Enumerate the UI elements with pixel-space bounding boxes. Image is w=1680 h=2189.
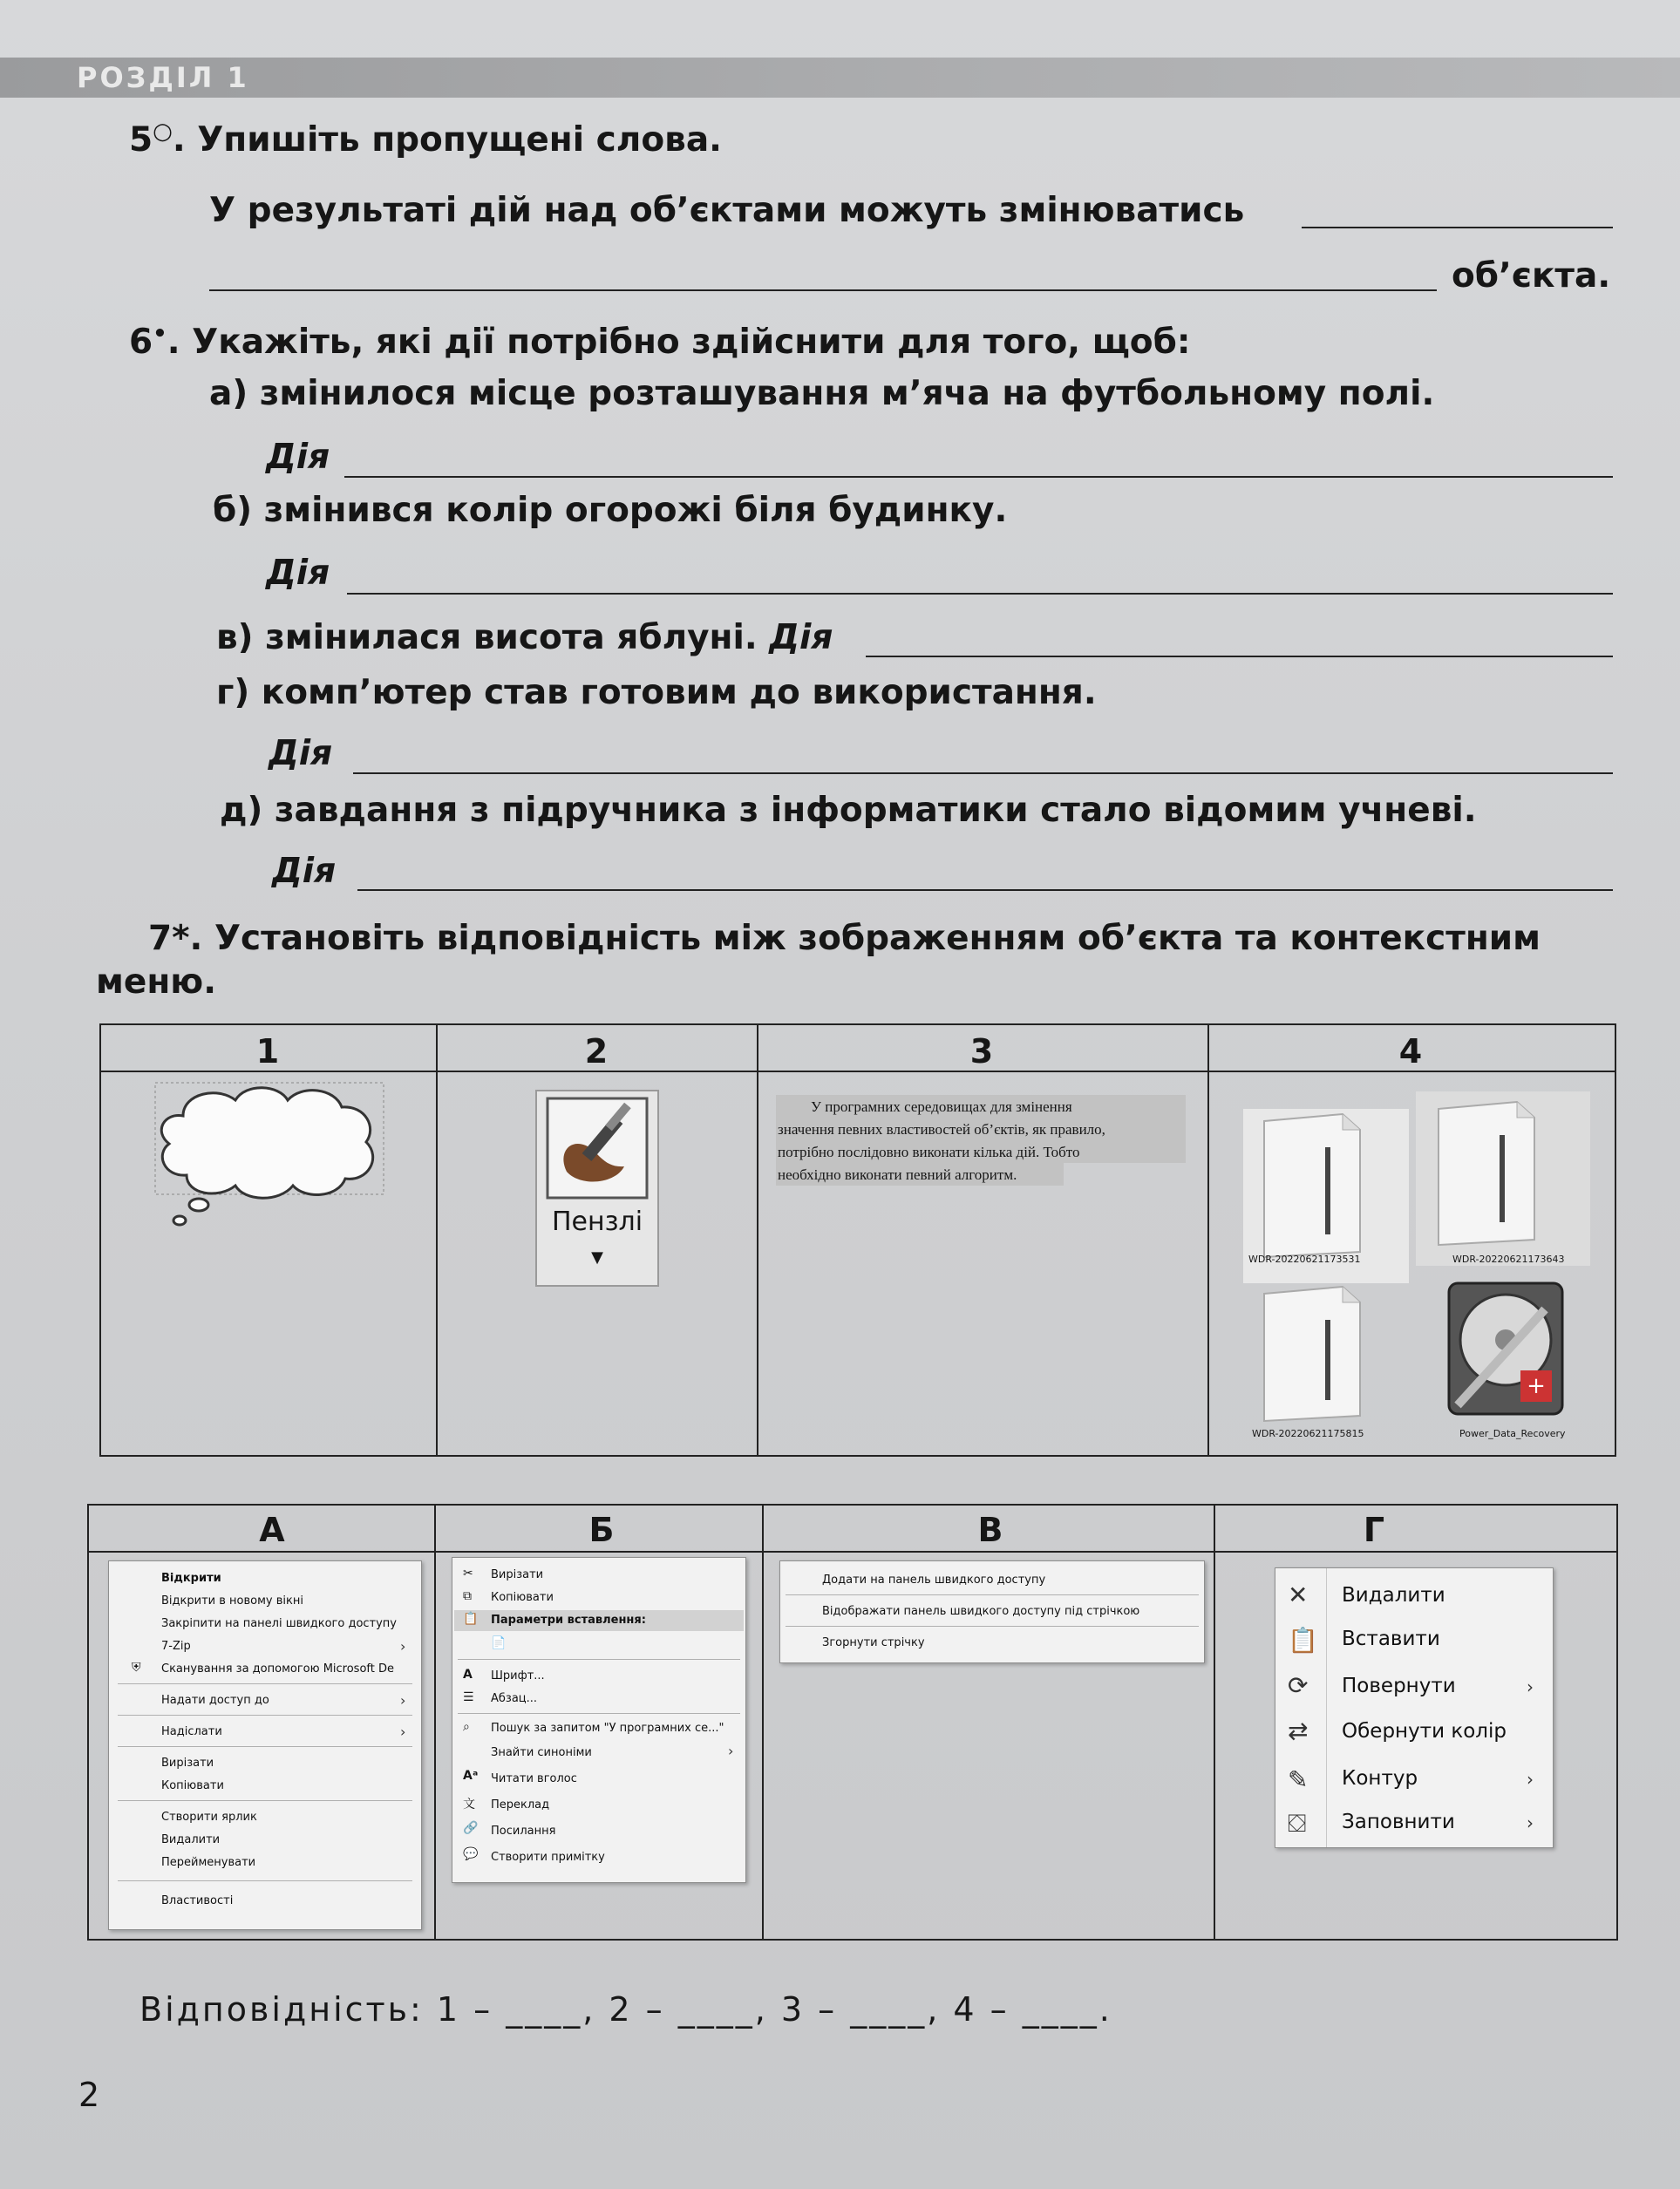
file-thumbnail-2-icon[interactable] <box>1430 1100 1543 1248</box>
translate-icon: 文 <box>463 1798 475 1812</box>
chevron-right-icon: › <box>1527 1812 1534 1833</box>
menu-b-new-comment[interactable]: Створити примітку <box>491 1851 605 1864</box>
invert-color-icon: ⇄ <box>1288 1717 1309 1745</box>
menu-a-pin-quick-access[interactable]: Закріпити на панелі швидкого доступу <box>161 1617 397 1630</box>
chevron-right-icon: › <box>1527 1676 1534 1697</box>
q5-line1: У результаті дій над об’єктами можуть змінюватись <box>209 191 1245 230</box>
q6-heading <box>129 321 1191 362</box>
file-thumbnail-3-icon[interactable] <box>1255 1285 1369 1424</box>
menu-a-properties[interactable]: Властивості <box>161 1894 234 1907</box>
menu-g-outline[interactable]: Контур <box>1342 1767 1418 1790</box>
text-line-4: необхідно виконати певний алгоритм. <box>778 1166 1017 1183</box>
menu-b-separator <box>458 1713 740 1714</box>
menu-b-link[interactable]: Посилання <box>491 1825 556 1838</box>
objects-header-1: 1 <box>255 1032 280 1071</box>
section-header-bar <box>0 58 1680 98</box>
q7-title-line1: . Установіть відповідність між зображенням об’єкта та контекстним <box>189 919 1541 958</box>
menu-g-delete[interactable]: Видалити <box>1342 1584 1445 1607</box>
menu-a-copy[interactable]: Копіювати <box>161 1779 224 1792</box>
q5-heading <box>129 119 722 160</box>
q5-blank-1[interactable] <box>1302 227 1613 228</box>
copy-icon: ⧉ <box>463 1589 472 1603</box>
objects-header-4: 4 <box>1398 1032 1423 1071</box>
q7-heading <box>148 919 1541 958</box>
menu-a-separator <box>118 1683 412 1684</box>
q6-action-d-blank[interactable] <box>357 889 1613 891</box>
menu-b-font[interactable]: Шрифт... <box>491 1669 545 1683</box>
paragraph-icon: ☰ <box>463 1690 474 1704</box>
file-4-name: Power_Data_Recovery <box>1459 1428 1566 1439</box>
chevron-down-icon: ▼ <box>591 1248 603 1267</box>
q6-item-g: г) комп’ютер став готовим до використання. <box>216 673 1097 712</box>
q6-item-v: в) змінилася висота яблуні. <box>216 618 758 657</box>
menu-a-scan-defender[interactable]: Сканування за допомогою Microsoft De <box>161 1662 394 1676</box>
menu-g-paste[interactable]: Вставити <box>1342 1628 1440 1650</box>
q7-title-line2: меню. <box>96 962 217 1002</box>
q6-number: 6 <box>129 323 153 362</box>
file-3-name: WDR-20220621175815 <box>1252 1428 1364 1439</box>
objects-table-header-rule <box>99 1071 1615 1072</box>
menu-a-separator <box>118 1746 412 1747</box>
menu-a-open[interactable]: Відкрити <box>161 1572 221 1585</box>
brushes-button[interactable] <box>535 1090 659 1287</box>
menu-a-cut[interactable]: Вирізати <box>161 1757 214 1770</box>
selected-text-block[interactable] <box>776 1095 1190 1193</box>
text-line-3: потрібно послідовно виконати кілька дій. Тобто <box>778 1144 1080 1160</box>
menu-b-search[interactable]: Пошук за запитом "У програмних се..." <box>491 1722 724 1735</box>
menu-a-separator <box>118 1880 412 1881</box>
q5-title: . Упишіть пропущені слова. <box>172 120 722 160</box>
menu-a-share[interactable]: Надати доступ до <box>161 1694 269 1707</box>
paste-keep-text-icon[interactable]: 📄 <box>491 1636 507 1650</box>
menu-b-separator <box>458 1659 740 1660</box>
menus-table-header-rule <box>87 1551 1616 1553</box>
q5-line2-end: об’єкта. <box>1452 256 1611 296</box>
menu-a-open-new-window[interactable]: Відкрити в новому вікні <box>161 1594 303 1608</box>
chevron-right-icon: › <box>1527 1769 1534 1790</box>
menu-a-rename[interactable]: Перейменувати <box>161 1856 256 1869</box>
menu-b-read-aloud[interactable]: Читати вголос <box>491 1772 577 1785</box>
section-label: РОЗДІЛ 1 <box>77 61 249 94</box>
answer-line: Відповідність: 1 – ____, 2 – ____, 3 – ____, 4 – ____. <box>139 1990 1112 2029</box>
file-thumbnail-1-icon[interactable] <box>1255 1112 1369 1261</box>
context-menu-a <box>108 1560 422 1930</box>
menu-a-separator <box>118 1715 412 1716</box>
objects-col-divider-2 <box>757 1023 758 1455</box>
q6-action-a-label: Дія <box>266 438 330 477</box>
clipboard-icon: 📋 <box>463 1612 479 1626</box>
comment-icon: 💬 <box>463 1847 479 1861</box>
q6-action-v-blank[interactable] <box>866 656 1613 657</box>
text-line-1: У програмних середовищах для змінення <box>811 1098 1072 1115</box>
menu-g-rotate[interactable]: Повернути <box>1342 1675 1456 1697</box>
q6-action-d-label: Дія <box>272 852 337 891</box>
search-icon: ⌕ <box>463 1720 470 1734</box>
menu-g-fill[interactable]: Заповнити <box>1342 1811 1455 1833</box>
scissors-icon: ✂ <box>463 1567 473 1581</box>
menu-a-7zip[interactable]: 7-Zip <box>161 1640 191 1653</box>
menu-v-show-below-ribbon[interactable]: Відображати панель швидкого доступу під стрічкою <box>822 1605 1140 1618</box>
menu-a-send-to[interactable]: Надіслати <box>161 1725 222 1738</box>
clipboard-icon: 📋 <box>1288 1626 1318 1655</box>
q6-action-v-label: Дія <box>769 618 833 657</box>
context-menu-g <box>1275 1567 1554 1848</box>
brush-icon <box>546 1097 649 1200</box>
q6-action-b-blank[interactable] <box>347 593 1613 595</box>
rotate-icon: ⟳ <box>1288 1671 1309 1700</box>
menu-v-separator <box>786 1594 1199 1595</box>
hard-drive-recovery-icon[interactable] <box>1440 1275 1571 1421</box>
menu-b-cut[interactable]: Вирізати <box>491 1568 544 1581</box>
menu-b-paste-options[interactable]: Параметри вставлення: <box>491 1614 646 1627</box>
q5-blank-2[interactable] <box>209 289 1437 291</box>
menus-col-divider-3 <box>1214 1504 1215 1939</box>
q6-item-v-row <box>216 618 833 657</box>
menus-header-b: Б <box>588 1511 615 1549</box>
menus-col-divider-1 <box>434 1504 436 1939</box>
q6-action-b-label: Дія <box>266 554 330 593</box>
menu-a-delete[interactable]: Видалити <box>161 1833 221 1846</box>
chevron-right-icon: › <box>728 1743 734 1759</box>
q7-difficulty-mark: * <box>172 919 190 958</box>
q7-number: 7 <box>148 919 173 958</box>
q6-item-a: а) змінилося місце розташування м’яча на футбольному полі. <box>209 374 1435 413</box>
q6-item-b: б) змінився колір огорожі біля будинку. <box>213 491 1008 530</box>
menu-v-separator <box>786 1626 1199 1627</box>
q6-action-g-label: Дія <box>269 734 333 773</box>
menus-header-g: Г <box>1363 1511 1385 1549</box>
q5-difficulty-mark: ○ <box>153 119 173 145</box>
q6-title: . Укажіть, які дії потрібно здійснити для того, щоб: <box>167 323 1191 362</box>
menus-col-divider-2 <box>762 1504 764 1939</box>
cross-icon: ✕ <box>1288 1581 1309 1609</box>
read-aloud-icon: Aᵃ <box>463 1769 479 1783</box>
objects-header-2: 2 <box>584 1032 609 1071</box>
menu-g-icon-gutter <box>1326 1568 1327 1847</box>
q6-difficulty-mark: • <box>153 321 167 347</box>
menu-v-collapse-ribbon[interactable]: Згорнути стрічку <box>822 1636 925 1649</box>
menus-header-v: В <box>977 1511 1003 1549</box>
chevron-right-icon: › <box>400 1692 406 1709</box>
file-2-name: WDR-20220621173643 <box>1452 1254 1565 1265</box>
menu-b-synonyms[interactable]: Знайти синоніми <box>491 1746 592 1759</box>
context-menu-v <box>779 1560 1205 1663</box>
text-line-2: значення певних властивостей об’єктів, як правило, <box>778 1121 1105 1138</box>
link-icon: 🔗 <box>463 1821 479 1835</box>
font-icon: A <box>463 1668 473 1682</box>
page-number: 2 <box>78 2076 100 2114</box>
menu-b-translate[interactable]: Переклад <box>491 1798 550 1812</box>
svg-text:+: + <box>1527 1373 1546 1399</box>
pencil-icon: ✎ <box>1288 1765 1309 1794</box>
menu-b-paragraph[interactable]: Абзац... <box>491 1692 538 1705</box>
menus-header-a: А <box>259 1511 285 1549</box>
brushes-label: Пензлі <box>551 1207 643 1237</box>
paint-bucket-icon: ⛋ <box>1288 1809 1307 1838</box>
q5-number: 5 <box>129 120 153 160</box>
menu-g-invert-color[interactable]: Обернути колір <box>1342 1720 1507 1743</box>
objects-header-3: 3 <box>969 1032 994 1071</box>
file-1-name: WDR-20220621173531 <box>1248 1254 1361 1265</box>
objects-col-divider-3 <box>1207 1023 1209 1455</box>
chevron-right-icon: › <box>400 1723 406 1740</box>
chevron-right-icon: › <box>400 1638 406 1655</box>
menu-a-separator <box>118 1800 412 1801</box>
shield-icon: ⛨ <box>132 1661 141 1675</box>
context-menu-b <box>452 1557 746 1883</box>
menu-b-copy[interactable]: Копіювати <box>491 1591 554 1604</box>
menu-v-add-quick-access[interactable]: Додати на панель швидкого доступу <box>822 1574 1046 1587</box>
menu-a-create-shortcut[interactable]: Створити ярлик <box>161 1811 257 1824</box>
file-icons-area <box>1229 1088 1595 1445</box>
objects-col-divider-1 <box>436 1023 438 1455</box>
q6-action-g-blank[interactable] <box>353 772 1613 774</box>
q6-action-a-blank[interactable] <box>344 476 1613 478</box>
q6-item-d: д) завдання з підручника з інформатики стало відомим учневі. <box>220 791 1477 830</box>
cloud-callout-shape[interactable] <box>148 1081 392 1234</box>
